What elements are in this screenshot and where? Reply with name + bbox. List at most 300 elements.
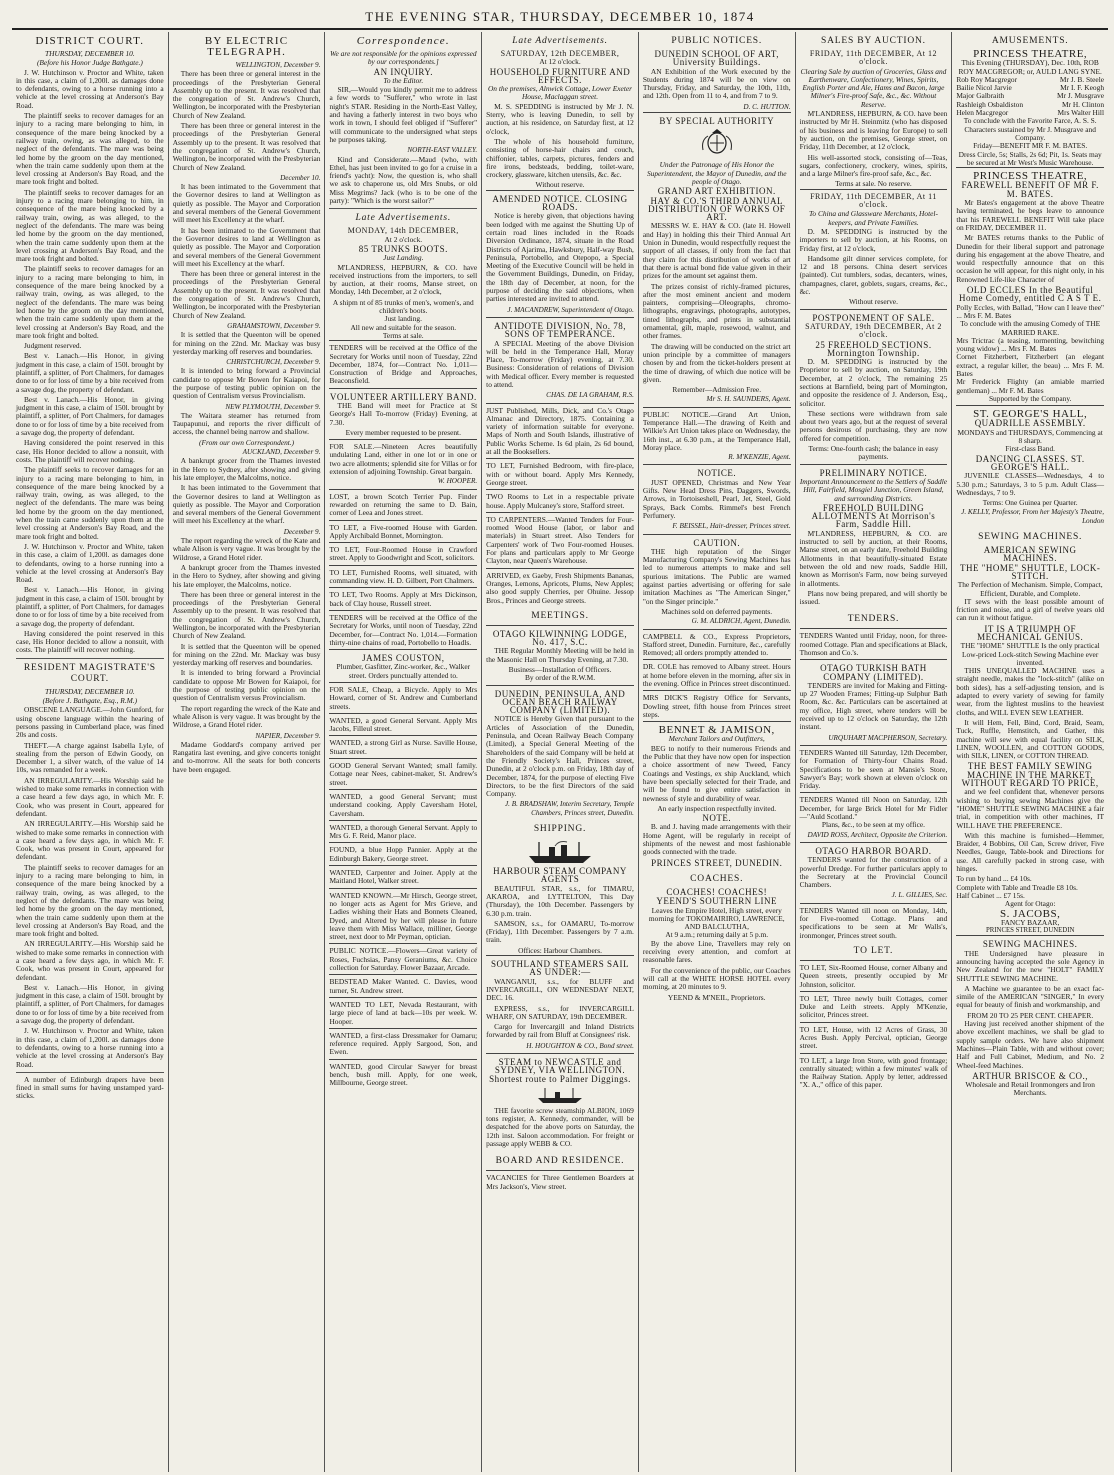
turkish-bath-title: OTAGO TURKISH BATH COMPANY (LIMITED). — [820, 663, 927, 682]
quadrille-title: QUADRILLE ASSEMBLY. — [974, 418, 1086, 429]
amusements-heading: AMUSEMENTS. — [991, 36, 1069, 46]
farewell-body-2: Mr BATES returns thanks to the Public of Dunedin for their liberal support and patronage during his engagement at the above Theatre, and would respectfully announce that on this occasion he will appear, for this night only, in his Renowned Life-like Character of — [956, 233, 1105, 284]
harbour-steam-title: HARBOUR STEAM COMPANY AGENTS — [493, 866, 627, 885]
sale-1-terms: Terms at sale. No reserve. — [835, 179, 912, 189]
to-let-six-room-text: TO LET, Six-Roomed House, corner Albany and Queen streets, presently occupied by Mr Johnston, solicitor. — [799, 962, 948, 989]
telegraph-item-2: It has been intimated to the Government that the Governor desires to land at Wellington as quietly as possible. The Mayor and Corporation and several members of the General Government will meet his Excellency at the wharf. — [172, 182, 321, 225]
wanted-4-text: WANTED, a good General Servant; must understand cooking. Apply Caversham Hotel, Caversham. — [329, 791, 478, 818]
wanted-ad-5 — [329, 820, 477, 843]
farewell-body: Mr Bates's engagement at the above Theatre having terminated, he begs leave to announce that his FAREWELL BENEFIT Will take place on FRIDAY, DECEMBER 11. — [956, 198, 1105, 232]
turkish-bath-body: TENDERS are invited for Making and Fitting-up 27 Wooden Frames; Fitting-up Sulphur Bath Room, &c. &c. Particulars can be ascertained at my office, High street, where tenders will be received up to 12 o'clock on Saturday, the 12th instant. — [799, 680, 948, 732]
sale-1-date: FRIDAY, 11th DECEMBER, At 12 o'clock. — [809, 49, 937, 67]
bedroom-to-let-text: TO LET, Furnished Bedroom, with fire-place, with or without board. Apply Mrs Kennedy, George street. — [486, 461, 634, 487]
to-let-4-text: TO LET, Two Rooms. Apply at Mrs Dickinson, back of Clay house, Russell street. — [329, 590, 478, 608]
lost-ad — [329, 489, 477, 520]
wanted-ad-1 — [329, 713, 477, 736]
wanted-ad-4 — [329, 789, 477, 820]
boots-sale-title: 85 TRUNKS BOOTS. — [358, 243, 448, 254]
to-let-store-text: TO LET, a large Iron Store, with good frontage; centrally situated; within a few minutes' walk of the Railway Station. Apply by letter, addressed "X. A.," office of this paper. — [799, 1055, 948, 1090]
agent-label: Agent for Otago: — [1004, 899, 1056, 909]
court-judge: (Before his Honor Judge Bathgate.) — [36, 58, 143, 68]
lodge-body-2: Business—Installation of Officers. — [508, 665, 612, 674]
campbell-text: CAMPBELL & CO., Express Proprietors, Stafford street, Dunedin. Furniture, &c., carefully Removed; all orders promptly attended to. — [642, 631, 791, 658]
letter-title: AN INQUIRY. — [373, 66, 433, 77]
carpenters-text: TO CARPENTERS.—Wanted Tenders for Four-roomed Wood House (labor, or labor and materials) in Stuart street. Also Tenders for Carpenters' work of Two Four-roomed Houses. For plans and particulars apply to Mr George Clayton, near Queen's Warehouse. — [486, 514, 634, 566]
ship-office: Offices: Harbour Chambers. — [518, 945, 602, 955]
column-1 — [12, 32, 169, 1472]
to-let-cottages-text: TO LET, Three newly built Cottages, corner Duke and Leith streets. Apply M'Kenzie, solicitor, Princes street. — [799, 993, 948, 1020]
theatre-title: PRINCESS THEATRE, — [973, 48, 1088, 60]
wanted-9-text: WANTED, a first-class Dressmaker for Oamaru; reference required. Apply Sargood, Son, and Ewen. — [329, 1030, 478, 1057]
telegraph-item-2-more: There has been three or general interest in the proceedings of the Presbyterian General Assembly up to the present. It was resolved that the congregation of St. Andrew's Church, Wellington, be incorporated with the Presbyterian Church of New Zealand. — [172, 269, 321, 320]
meetings-heading: MEETINGS. — [531, 610, 589, 621]
almanac-ad — [486, 403, 634, 459]
column-2 — [169, 32, 326, 1472]
telegraph-item-3: It is settled that the Queenton will be opened for mining on the 22nd. Mr. Mackay was busy yesterday marking off reserves and boundaries. — [172, 330, 321, 356]
telegraph-place-3: GRAHAMSTOWN, December 9. — [227, 321, 321, 330]
freehold-body-2: Plans now being prepared, and will shortly be issued. — [799, 588, 948, 607]
preliminary-ad — [800, 464, 948, 611]
vacancies-text: VACANCIES for Three Gentlemen Boarders at Mrs Jackson's, View street. — [486, 1173, 634, 1191]
column-6 — [796, 32, 953, 1472]
jacobs-title: S. JACOBS, — [1000, 907, 1061, 920]
sale-2-terms: Without reserve. — [848, 297, 898, 307]
tender-ad-2 — [329, 610, 477, 649]
rm-case-3-cont: AN IRREGULARITY.—His Worship said he wished to make some remarks in connection with a case heard a few days ago, in which Mr. F. Cook, who was present in Court, appeared for defendant. — [16, 819, 164, 862]
wanted-8-text: WANTED TO LET, Nevada Restaurant, with large piece of land at back—10s per week. W. Hooper. — [329, 999, 478, 1026]
furniture-sale-place: On the premises, Alnwick Cottage, Lower Exeter House, Maclaggan street. — [487, 84, 633, 102]
cole-ad — [643, 659, 791, 690]
boots-sale-date: MONDAY, 14th DECEMBER, — [347, 226, 459, 236]
sale-3-terms: Terms: One-fourth cash; the balance in easy payments. — [808, 444, 939, 462]
telegraph-item-7-extra: It is settled that the Queenton will be opened for mining on the 22nd. Mr. Mackay was busy yesterday marking off reserves and boundaries. — [172, 641, 321, 668]
newcastle-body: THE favorite screw steamship ALBION, 1069 tons register, A. Kennedy, commander, will be despatched for the above ports on Saturday, the 12th inst. Saloon accommodation. For freight or passage apply WEBB & CO. — [486, 1105, 634, 1149]
unequalled-body: THIS UNEQUALLED MACHINE uses a straight needle, makes the "lock-stitch" (alike on both sides), has a self-adjusting tension, and is adapted to every variety of sewing for family wear, from the lightest muslins to the heaviest cloths, and WILL EVEN SEW LEATHER. — [956, 666, 1105, 717]
telegraph-place-7: December 9. — [283, 527, 321, 536]
telegraph-place-6: AUCKLAND, December 9. — [242, 448, 321, 457]
tenders-heading: TENDERS. — [847, 614, 900, 625]
sale-3-body: D. M. SPEDDING is instructed by the Proprietor to sell by auction, on Saturday, 19th December, at 2 o'clock, The remaining 25 sections at Barnfield, being part of Mornington, and opposite the residence of J. Anderson, Esq., solicitor. — [799, 357, 948, 408]
public-notices-heading: PUBLIC NOTICES. — [671, 36, 763, 46]
bennet-sub: Merchant Tailors and Outfitters, — [668, 734, 765, 744]
railway-sig: J. B. BRADSHAW, Interim Secretary, Temple Chambers, Princes street, Dunedin. — [504, 800, 634, 817]
coaches-subheading: COACHES! COACHES! — [666, 886, 768, 897]
lodge-sig: By order of the R.W.M. — [524, 673, 596, 683]
court-case-2-extra: The plaintiff seeks to recover damages for an injury to a racing mare belonging to him, in consequence of the mare being knocked by a railway train, owing, as was alleged, to the neglect of the defendants. The mare was being led home by the groom on the day mentioned, when the train came suddenly upon them at the level crossing at Anderson's Bay Road, and the mare took fright and bolted. — [16, 465, 164, 541]
harbour-board-ad — [800, 842, 948, 903]
late-ads-heading-2: Late Advertisements. — [512, 36, 608, 46]
cast-role: Rob Roy Macgregor — [956, 74, 1018, 84]
wanted-known-ad — [329, 888, 477, 944]
column-3 — [325, 32, 482, 1472]
wanted-1-text: WANTED, a good General Servant. Apply Mrs Jacobs, Filleul street. — [329, 715, 478, 734]
flowers-text: PUBLIC NOTICE.—Flowers—Great variety of Roses, Fuchsias, Pansy Geraniums, &c. Choice collection for Saturday. Flower Bazaar, Arcade. — [329, 946, 478, 973]
jacobs-address: PRINCES STREET, DUNEDIN — [985, 927, 1075, 935]
cast-actor: Mr I. F. Keogh — [1060, 83, 1105, 93]
holt-price: FROM 20 TO 25 PER CENT. CHEAPER. — [967, 1010, 1094, 1020]
rm-case-2: THEFT.—A charge against Isabella Lyle, of stealing from the person of Edwin Goody, on December 1, a silver watch, of the value of 14 10s, was remanded for a week. — [16, 740, 164, 775]
land-for-sale-ad — [329, 439, 477, 488]
sale-3-title: 25 FREEHOLD SECTIONS. Mornington Township. — [815, 339, 932, 358]
bicycle-text: FOR SALE, Cheap, a Bicycle. Apply to Mrs Howard, corner of St. Andrew and Cumberland streets. — [329, 685, 478, 711]
holt-body-3: Having just received another shipment of the above excellent machines, we shall be glad to supply sample orders. We have also shipment Machines—Plain Table, with and without cover; Half and Full Cabinet, Medium, and No. 2 Wheel-feed Machines. — [956, 1019, 1105, 1070]
authority-sub: Under the Patronage of His Honor the Superintendent, the Mayor of Dunedin, and the people of Otago. — [646, 160, 787, 186]
cole-text: DR. COLE has removed to Albany street. Hours at home before eleven in the morning, after six in the evening. Office in Princes street discontinued. — [642, 662, 791, 688]
volunteer-body-2: Every member requested to be present. — [345, 427, 461, 437]
telegraph-place-4: CHRISTCHURCH, December 9. — [226, 358, 321, 367]
art-union-text: PUBLIC NOTICE.—Grand Art Union, Temperance Hall.—The drawing of Keith and Wilkie's Art Union takes place on Wednesday, the 16th inst., at 6.30 p.m., at the Temperance Hall, Moray place. — [642, 409, 791, 452]
jacobs-sub: FANCY BAZAAR, — [1001, 917, 1060, 927]
wanted-ad-8 — [329, 997, 477, 1028]
couston-ad — [329, 649, 477, 682]
briscoe-title: ARTHUR BRISCOE & CO., — [972, 1070, 1089, 1081]
telegraph-place-8: NAPIER, December 9. — [255, 731, 321, 740]
railway-title: DUNEDIN, PENINSULA, AND OCEAN BEACH RAILWAY COMPANY (LIMITED). — [494, 688, 626, 716]
school-body: AN Exhibition of the Work executed by the Students during 1874 will be on view on Thursday, Friday, and Saturday, the 10th, 11th, and 12th. Open from 11 to 4, and from 7 to 9. — [642, 66, 791, 101]
tender-ad-five-room — [800, 903, 948, 942]
boots-sale-sub: Just Landing. — [383, 253, 424, 263]
court-reserved: Judgment reserved. — [24, 341, 82, 351]
furniture-sale-date: SATURDAY, 12th DECEMBER, — [500, 49, 620, 58]
wanted-10-text: WANTED, good Circular Sawyer for breast bench, bush mill. Apply, for one week, Millbourne, George street. — [329, 1061, 478, 1088]
letter-2: Kind and Considerate.—Maud (who, with Ethel, has just been invited to go for a cruise in a friend's yacht): Now, the question is, who shall we ask to chaperone us, old Mrs Snubs, or old Miss Megrims? Jack (who is to be one of the party): "Which is the worst sailor?" — [329, 154, 478, 206]
sale-3-body-2: These sections were withdrawn from sale about two years ago, but at the request of several persons desirous of purchasing, they are now offered for competition. — [799, 408, 948, 443]
telegraph-item-7-extra3: The report regarding the wreck of the Kate and whale Alison is very vague. It was brought by the Wildrose, a Grand Hotel rider. — [172, 703, 321, 730]
theatre-note: Characters sustained by Mr J. Musgrave and Company. — [964, 124, 1096, 142]
lodge-body: THE Regular Monthly Meeting will be held in the Masonic Hall on Thursday Evening, at 7.30. — [486, 646, 634, 664]
harbour-board-body: TENDERS wanted for the construction of a powerful Dredge. For further particulars apply to the Secretary at the Provincial Council Chambers. — [799, 855, 948, 890]
land-for-sale-text: FOR SALE.—Nineteen Acres beautifully undulating Land, either in one lot or in one or two acre allotments; splendid site for Villas or for extension of adjoining Township. Great bargain. — [329, 442, 478, 477]
court-case-4: Having considered the point reserved in this case, His Honor decided to allow a nonsuit, with costs. The plaintiff will recover nothing. — [16, 438, 164, 464]
to-let-cottages-ad — [800, 991, 948, 1022]
sale-1-body: Clearing Sale by auction of Groceries, Glass and Earthenware, Confectionery, Wines, Spirits, English Porter and Ale, Hams and Bacon, large Milner's Fire-proof Safe, &c., &c. Without Reserve. — [800, 66, 947, 109]
telegraph-item-7-cont: A bankrupt grocer from the Thames invested in the Hero to Sydney, after showing and giving his late employer, the Malcolms, notice. — [172, 562, 321, 589]
holt-body-2: A Machine we guarantee to be an exact fac-simile of the AMERICAN "SINGER," In every equal for beauty of finish and workmanship, and — [956, 983, 1105, 1010]
wanted-ad-9 — [329, 1028, 477, 1059]
shipping-heading: SHIPPING. — [533, 824, 587, 835]
correspondence-notice: We are not responsible for the opinions expressed by our correspondents.] — [330, 49, 477, 67]
telegraph-item-4: It is intended to bring forward a Provincial candidate to oppose Mr Bowen for Kaiapoi, for the purpose of testing public opinion on the question of Centralism versus Provincialism. — [172, 366, 321, 401]
art-exhibition-ad — [643, 112, 791, 407]
column-7 — [952, 32, 1108, 1472]
court-case-2-cont: The plaintiff seeks to recover damages for an injury to a racing mare belonging to him, in consequence of the mare being knocked by a railway train, owing, as was alleged, to the neglect of the defendants. The mare was being led home by the groom on the day mentioned, when the train came suddenly upon them at the level crossing at Anderson's Bay Road, and the mare took fright and bolted. — [16, 264, 164, 340]
rm-case-3: AN IRREGULARITY.—His Worship said he wished to make some remarks in connection with a case heard a few days ago, in which Mr. F. Cook, who was present in Court, appeared for defendant. — [16, 775, 164, 818]
telegraph-item-5: The Waitara steamer has returned from Taupapunui, and reports the river difficult of access, the channel being narrow and shallow. — [172, 410, 321, 437]
preliminary-body: Important Announcement to the Settlers of Saddle Hill, Fairfield, Mosgiel Junction, Green Island, and surrounding Districts. — [799, 476, 948, 503]
court-case-3: Best v. Lanach.—His Honor, in giving judgment in this case, a claim of 150l. brought by plaintiff, a splitter, of Port Chalmers, for damages done to or for loss of time by a bite received from a savage dog, the property of defendant. — [16, 351, 164, 394]
antidote-ad — [486, 317, 634, 403]
st-georges-title: ST. GEORGE'S HALL, — [973, 408, 1088, 421]
best-family-title: THE BEST FAMILY SEWING MACHINE IN THE MARKET, WITHOUT REGARD TO PRICE, — [961, 761, 1099, 789]
cast-role: Bailie Nicol Jarvie — [956, 83, 1012, 93]
to-let-ad-2 — [329, 542, 477, 565]
wanted-known-text: WANTED KNOWN.—Mr Hirsch, George street, no longer acts as Agent for Mrs Grieve, and Ladies wishing their Hats and Bonnets Cleaned, Dyed, and Altered by her will please in future leave them with Miss Wallace, milliner, George street, next door to Mr Peyman, optician. — [329, 890, 478, 942]
railway-ad — [486, 685, 634, 820]
court-case-4-extra: Having considered the point reserved in this case, His Honor decided to allow a nonsuit, with costs. The plaintiff will recover nothing. — [16, 628, 164, 655]
yeend-body-4: For the convenience of the public, our Coaches will call at the WHITE HORSE HOTEL every morning, at 20 minutes to 9. — [642, 965, 791, 992]
masthead — [12, 8, 1108, 26]
furniture-sale-terms: Without reserve. — [535, 180, 585, 190]
railway-body: NOTICE is Hereby Given that pursuant to the Articles of Association of the Dunedin, Peninsula, and Ocean Railway Beach Company (Limited), a Special General Meeting of the Shareholders of the said Company will be held at the Friendly Society's Hall, Princes street, Dunedin, at 2 o'clock p.m. on Friday, 18th day of December, 1874, for the purpose of electing Five Directors, to be the first Directors of the said Company. — [486, 714, 634, 799]
yeend-body-3: By the above Line, Travellers may rely on receiving every attention, and comfort at reasonable fares. — [642, 938, 791, 965]
notice-body: JUST OPENED, Christmas and New Year Gifts. New Head Dress Pins, Daggers, Swords, Arrows, in Tortoiseshell, Pearl, Jet, Steel, Gold Sprays, Back Combs. Rimmel's best French Perfumery. — [642, 477, 791, 520]
cast-actor: Mr H. Clinton — [1061, 99, 1105, 109]
telegraph-item-2-cont: It has been intimated to the Government that the Governor desires to land at Wellington as quietly as possible. The Mayor and Corporation and several members of the General Government will meet his Excellency at the wharf. — [172, 225, 321, 268]
triumph-title: IT IS A TRIUMPH OF MECHANICAL GENIUS. — [977, 623, 1084, 642]
boots-sale-body-4: All new and suitable for the season. — [350, 322, 457, 332]
ship-2: SAMSON, s.s., for OAMARU, To-morrow (Friday), 11th December. Passengers by 7 a.m. train. — [486, 918, 634, 945]
farewell-title: FAREWELL BENEFIT OF MR F. M. BATES. — [961, 180, 1099, 199]
to-let-store-ad — [800, 1053, 948, 1092]
cast-actor: Mrs Walter Hill — [1057, 108, 1105, 118]
lodge-ad — [486, 625, 634, 685]
turkish-bath-sig: URQUHART MACPHERSON, Secretary. — [828, 733, 948, 742]
to-let-2-text: TO LET, Four-Roomed House in Crawford street. Apply to Goodwright and Scott, solicitors. — [329, 545, 478, 563]
cast-list — [956, 76, 1104, 117]
harbour-board-sig: J. L. GILLIES, Sec. — [891, 891, 948, 900]
theatre-benefit: Friday—BENEFIT MR F. M. BATES. — [973, 141, 1088, 151]
wanted-3-text: GOOD General Servant Wanted; small family. Cottage near Nees, cabinet-maker, St. Andrew's street. — [329, 761, 478, 787]
caution-sig: G. M. ALDRICH, Agent, Dunedin. — [691, 617, 791, 626]
sewing-2-title: SEWING MACHINES. — [982, 939, 1078, 950]
to-let-six-room-ad — [800, 960, 948, 991]
tender-ad-1 — [329, 340, 477, 387]
antidote-body: A SPECIAL Meeting of the above Division will be held in the Temperance Hall, Moray Place, To-morrow (Friday) evening, at 7.30. Business: Consideration of relations of Division with Medical officer. Every member is requested to attend. — [486, 338, 634, 389]
newcastle-ad — [486, 1053, 634, 1152]
tender-five-room-text: TENDERS Wanted till noon on Monday, 14th, for Five-roomed Cottage. Plans and specifications to be seen at Mr Walls's, ironmonger, Princes street south. — [799, 905, 948, 940]
to-let-ad-1 — [329, 520, 477, 543]
land-for-sale-sig: W. HOOPER. — [437, 477, 478, 486]
hay-body-2: The prizes consist of richly-framed pictures, after the most eminent ancient and modern painters, comprising—Oleographs, chromo-lithographs, engravings, photographs, autotypes, tinted lithographs, and prints in substantial ornamental, gilt, maple, rosewood, walnut, and other frames. — [642, 281, 791, 341]
letter-signature: NORTH-EAST VALLEY. — [407, 146, 478, 155]
sale-2-ad — [800, 189, 948, 309]
ship-cargo: Cargo for Invercargill and Inland Districts forwarded by rail from Bluff at Consignees' risk. — [486, 1022, 634, 1040]
tender-hotel-text: TENDERS Wanted till Noon on Saturday, 12th December, for large Brick Hotel for Mr Fidler—"Auld Scotland." — [799, 795, 948, 822]
rm-court-heading: RESIDENT MAGISTRATE'S COURT. — [23, 662, 156, 684]
hay-sig: Mr S. H. SAUNDERS, Agent. — [706, 395, 791, 404]
wanted-ad-10 — [329, 1059, 477, 1090]
turkish-bath-ad — [800, 659, 948, 745]
cast-actor: Mr J. Musgrave — [1057, 91, 1105, 101]
married-rake-cast-1: Mrs Trictrac (a teasing, tormenting, bewitching young widow) ... Mrs F. M. Bates — [956, 335, 1105, 354]
volunteer-ad — [329, 388, 477, 439]
wanted-6-text: WANTED, Carpenter and Joiner. Apply at the Maitland Hotel, Walker street. — [329, 868, 478, 886]
telegraph-item-8: Madame Goddard's company arrived per Rangatira last evening, and give concerts tonight and to-morrow. All the seats for both concerts have been engaged. — [172, 739, 321, 774]
sale-3-date: SATURDAY, 19th DECEMBER, At 2 o'clock. — [805, 321, 942, 340]
to-let-heading: TO LET. — [853, 945, 894, 956]
closing-roads-sig: J. MACANDREW, Superintendent of Otago. — [507, 305, 634, 314]
sale-1-body-3: His well-assorted stock, consisting of—Teas, sugars, confectionery, crockery, wines, spirits, and a large Milner's fire-proof safe, &c., &c. — [799, 152, 948, 179]
theatre-sub: This Evening (THURSDAY), Dec. 10th, ROB ROY MACGREGOR; or, AULD LANG SYNE. — [958, 58, 1102, 76]
ship-4: EXPRESS, s.s., for INVERCARGILL WHARF, ON SATURDAY, 19th DECEMBER. — [486, 1003, 634, 1021]
telegraph-item-1: There has been three or general interest in the proceedings of the Presbyterian General Assembly up to the present. It was resolved that the congregation of St. Andrew's Church, Wellington, be incorporated with the Presbyterian Church of New Zealand. — [172, 69, 321, 120]
notice-sig: F. BEISSEL, Hair-dresser, Princes street. — [672, 522, 791, 531]
masthead-rule — [12, 28, 1108, 30]
cast-role: Major Galbraith — [956, 91, 1005, 101]
arrived-ad — [486, 568, 634, 607]
harbour-board-title: OTAGO HARBOR BOARD. — [815, 845, 932, 856]
tender-ad-hotel — [800, 792, 948, 841]
briscoe-sub: Wholesale and Retail Ironmongers and Iron Merchants. — [965, 1080, 1095, 1098]
column-4 — [482, 32, 639, 1472]
yeend-title: YEEND'S SOUTHERN LINE — [656, 896, 778, 907]
home-shuttle-body: The Perfection of Mechanism. Simple, Compact, Efficient, Durable, and Complete. — [957, 580, 1103, 598]
caution-body: THE high reputation of the Singer Manufacturing Company's Sewing Machines has led to numerous attempts to make and sell spurious imitations. The Public are warned against parties advertising or offering for sale imitation Machines as "The American Singer," "on the Singer principle." — [642, 546, 791, 606]
price-1: To run by hand ... £4 10s. — [956, 874, 1032, 884]
telegraph-place-1: WELLINGTON, December 9. — [235, 61, 321, 69]
art-union-sig: R. M'KENZIE, Agent. — [728, 453, 791, 462]
to-let-acres-ad — [800, 1022, 948, 1053]
rm-court-judge: (Before J. Bathgate, Esq., R.M.) — [42, 696, 138, 706]
to-let-3-text: TO LET, Furnished Rooms, well situated, with commanding view. H. D. Gilbert, Port Chalmers. — [329, 567, 478, 586]
ship-sig: H. HOUGHTON & CO., Bond street. — [526, 1041, 634, 1050]
rm-court-date: THURSDAY, DECEMBER 10. — [45, 686, 135, 696]
bedroom-to-let-ad — [486, 458, 634, 489]
caution-body-2: Machines sold on deferred payments. — [661, 606, 773, 616]
holt-ad — [956, 935, 1104, 1099]
rooms-to-let-ad — [486, 489, 634, 512]
rm-note: A number of Edinburgh drapers have been fined in small sums for having unstamped yard-sticks. — [16, 1074, 164, 1101]
old-eccles-title: OLD ECCLES In the Beautiful Home Comedy, entitled C A S T E. — [959, 285, 1102, 304]
volunteer-body: THE Band will meet for Practice at St George's Hall To-morrow (Friday) Evening, at 7.30. — [329, 400, 478, 427]
yeend-body-2: At 9 a.m.; returning daily at 5 p.m. — [665, 930, 769, 940]
lost-text: LOST, a brown Scotch Terrier Pup. Finder rewarded on returning the same to D. Bain, corner of Leea and Jones street. — [329, 491, 478, 518]
rooms-to-let-text: TWO Rooms to Let in a respectable private house. Apply Mulcaney's store, Stafford street. — [486, 492, 634, 510]
boots-sale-time: At 2 o'clock. — [384, 234, 423, 244]
married-rake-cast-2: Cornet Fitzherbert, Fitzherbert (an elegant extract, a regular killer, the beau) ... Mrs F. M. Bates — [956, 352, 1105, 378]
letter-to: To the Editor. — [383, 75, 424, 85]
sale-2-date: FRIDAY, 11th DECEMBER, At 11 o'clock. — [810, 191, 937, 210]
arrived-text: ARRIVED, ex Gaeby, Fresh Shipments Bananas, Oranges, Lemons, Apricots, Plums, New Apples; also good supply Cherries, per Ohuine. Jessop Bros., Princes and George streets. — [486, 570, 634, 605]
boots-sale-body: M'LANDRESS, HEPBURN, & CO. have received instructions from the importers, to sell by auction, at their rooms, Manse street, on Monday, 14th December, at 2 o'clock, — [329, 262, 478, 297]
court-case-3-extra: Best v. Lanach.—His Honor, in giving judgment in this case, a claim of 150l. brought by plaintiff, a splitter, of Port Chalmers, for damages done to or for loss of time by a bite received from a savage dog, the property of defendant. — [16, 585, 164, 628]
section-divider — [16, 1072, 164, 1073]
own-correspondent: (From our own Correspondent.) — [199, 437, 295, 447]
rm-case-3-extra: AN IRREGULARITY.—His Worship said he wished to make some remarks in connection with a case heard a few days ago, in which Mr. F. Cook, who was present in Court, appeared for defendant. — [16, 939, 164, 982]
triumph-body: THE "HOME" SHUTTLE Is the only practical Low-priced Lock-stitch Sewing Machine ever invented. — [960, 641, 1100, 667]
hay-body: MESSRS W. E. HAY & CO. (late H. Howell and Hay) in holding this their Third Annual Art Union in Dunedin, would respectfully request the support of all classes, if only from the fact that they claim for this distribution of works of art that there is actual bond fide value given in their prizes for the amount set against them. — [642, 221, 791, 281]
price-3: Half Cabinet ... £7 15s. — [956, 890, 1025, 900]
holt-body: THE Undersigned have pleasure in announcing having accepted the sole Agency in New Zealand for the new "HOLT" FAMILY SHUTTLE SEWING MACHINE. — [956, 948, 1105, 983]
tender-1-text: TENDERS will be received at the Office of the Secretary for Works until noon of Tuesday, 22nd December, 1874, for—Contract No. 1,011—Construction of Bridge and Approaches, Beaconsfield. — [329, 343, 478, 386]
furniture-sale-title: HOUSEHOLD FURNITURE AND EFFECTS. — [489, 66, 631, 85]
closing-roads-title: AMENDED NOTICE. CLOSING ROADS. — [492, 193, 628, 213]
wanted-ad-3 — [329, 758, 477, 789]
bennet-body: BEG to notify to their numerous Friends and the Public that they have now open for inspection a choice assortment of new Tweed, Fancy Coatings and Vestings, ex ship Auckland, which have been specially selected for their Trade, and will be found to give entire satisfaction in newness of style and durability of wear. — [642, 743, 791, 803]
preliminary-title: PRELIMINARY NOTICE. — [819, 467, 928, 478]
telegraph-item-7-extra2: It is intended to bring forward a Provincial candidate to oppose Mr Bowen for Kaiapoi, for the purpose of testing public opinion on the question of Centralism versus Provincialism. — [172, 668, 321, 703]
furnished-body: With this machine is furnished—Hemmer, Braider, 4 Bobbins, Oil Can, Screw driver, Five Needles, Gauge, Table-book and Directions for use. All carefully packed in strong case, with hinges. — [956, 830, 1105, 874]
antidote-title: ANTIDOTE DIVISION, No. 78, SONS OF TEMPERANCE. — [494, 320, 626, 340]
dick-text: MRS DICK'S Registry Office for Servants, Dowling street, fifth house from Princes street steps. — [642, 693, 791, 719]
district-court-heading: DISTRICT COURT. — [35, 35, 145, 47]
tender-hotel-plans: Plans, &c., to be seen at my office. — [821, 820, 925, 830]
st-georges-ad — [956, 405, 1104, 528]
married-rake-title: To conclude with the amusing Comedy of THE MARRIED RAKE. — [960, 319, 1101, 337]
cast-role: Rashleigh Osbaldiston — [956, 99, 1024, 109]
board-heading: BOARD AND RESIDENCE. — [495, 1156, 625, 1167]
dancing-body: JUVENILE CLASSES—Wednesdays, 4 to 5.30 p.m.; Saturdays, 3 to 5 p.m. Adult Class—Wednesdays, 7 to 9. — [956, 471, 1105, 497]
postponement-ad — [800, 309, 948, 464]
court-case-1-extra: J. W. Hutchinson v. Proctor and White, taken in this case, a claim of 1,200l. as damages done to defendants, owing to a horse running into a vehicle at the level crossing at Anderson's Bay Road. — [16, 541, 164, 585]
to-let-1-text: TO LET, a Five-roomed House with Garden. Apply Archibald Bonnet, Mornington. — [329, 522, 478, 540]
furniture-sale-time: At 12 o'clock. — [539, 57, 581, 67]
authority-title: BY SPECIAL AUTHORITY — [659, 116, 775, 127]
vacancies-ad — [486, 1170, 634, 1193]
hay-entry: Remember—Admission Free. — [672, 385, 762, 395]
bennet-body-2: An early inspection respectfully invited. — [657, 803, 777, 813]
boots-sale-body-3: Just landing. — [384, 314, 422, 324]
old-eccles-body: Polly Eccles, with Ballad, "How can I leave thee" ... Mrs F. M. Bates — [956, 302, 1105, 320]
school-title: DUNEDIN SCHOOL OF ART, University Buildings. — [654, 49, 779, 68]
school-sig: D. C. HUTTON. — [743, 102, 791, 111]
found-ad — [329, 842, 477, 865]
unequalled-body-2: It will Hem, Fell, Bind, Cord, Braid, Seam, Tuck, Ruffle, Hemstitch, and Gather, this machine will sew with equal facility on SILK, LINEN, WOOLLEN, and COTTON GOODS, with SILK, LINEN, or COTTON THREAD. — [956, 717, 1105, 761]
section-divider — [329, 208, 477, 209]
theatre-farce: To conclude with the Favorite Farce, A. S. S. — [963, 116, 1097, 126]
notice-ad — [643, 464, 791, 533]
sale-2-body-2: D. M. SPEDDING is instructed by the importers to sell by auction, at his Rooms, on Friday first, at 12 o'clock, — [799, 226, 948, 253]
note-title: NOTE. — [702, 813, 732, 824]
almanac-text: JUST Published, Mills, Dick, and Co.'s Otago Almanac and Directory, 1875. Containing a variety of information suitable for everyone. Maps of North and South Islands, illustrative of Public Works Scheme. Is 6d plain, 2s 6d bound, at all the Booksellers. — [486, 405, 634, 457]
farewell-ad — [956, 167, 1104, 405]
hay-title: HAY & CO.'S THIRD ANNUAL DISTRIBUTION OF WORKS OF ART. — [648, 195, 786, 223]
telegraph-item-6-cont: It has been intimated to the Government that the Governor desires to land at Wellington as quietly as possible. The Mayor and Corporation and several members of the General Government will meet his Excellency at the wharf. — [172, 483, 321, 526]
boots-sale-body-2: A shipm nt of 85 trunks of men's, women's, and children's boots. — [332, 297, 474, 316]
hay-body-3: The drawing will be conducted on the strict art union principle by a committee of managers chosen by and from the ticket-holders present at the time of drawing, of which due notice will be given. — [642, 341, 791, 384]
cast-actor: Mr J. B. Steele — [1059, 74, 1105, 84]
small-steamship-icon — [535, 1087, 585, 1105]
freehold-title: FREEHOLD BUILDING ALLOTMENTS At Morrison's Farm, Saddle Hill. — [811, 502, 936, 530]
masthead-title: THE EVENING STAR, THURSDAY, DECEMBER 10, 1874 — [365, 9, 755, 24]
found-text: FOUND, a blue Hopp Pannier. Apply at the Edinburgh Bakery, George street. — [329, 845, 478, 863]
southland-title: SOUTHLAND STEAMERS SAIL AS UNDER:— — [491, 959, 630, 978]
to-let-ad-3 — [329, 565, 477, 588]
married-rake-cast-3: Mr Frederick Flighty (an amiable married gentleman) ... Mr F. M. Bates — [956, 377, 1105, 395]
steamship-icon — [525, 839, 595, 865]
lodge-title: OTAGO KILWINNING LODGE, No. 417, S.C. — [492, 628, 628, 648]
married-rake-note: Supported by the Company. — [988, 393, 1072, 403]
antidote-sig: CHAS. DE LA GRAHAM, R.S. — [546, 391, 634, 400]
late-ads-heading: Late Advertisements. — [355, 213, 452, 224]
note-address: PRINCES STREET, DUNEDIN. — [651, 857, 783, 868]
dancing-terms: Terms: One Guinea per Quarter. — [982, 498, 1078, 508]
furniture-sale-body-2: The whole of his household furniture, consisting of horse-hair chairs and couch, chiffonier, tables, carpets, pictures, fenders and fire irons, bedsteads, bedding, toilet-ware, crockery, glassware, kitchen utensils, &c. &c. — [486, 136, 634, 180]
home-shuttle-body-2: IT sews with the least possible amount of friction and noise, and a girl of twelve years old can run it without fatigue. — [956, 596, 1105, 623]
column-5 — [639, 32, 796, 1472]
volunteer-title: VOLUNTEER ARTILLERY BAND. — [329, 391, 477, 402]
court-case-2: The plaintiff seeks to recover damages for an injury to a racing mare belonging to him, in consequence of the mare being knocked by a railway train, owing, as was alleged, to the neglect of the defendants. The mare was being led home by the groom on the day mentioned, when the train came suddenly upon them at the level crossing at Anderson's Bay Road, and the mare took fright and bolted. — [16, 111, 164, 187]
telegraph-place-5: NEW PLYMOUTH, December 9. — [225, 402, 321, 411]
price-2: Complete with Table and Treadle £8 10s. — [956, 882, 1078, 892]
sale-1-body-2: M'LANDRESS, HEPBURN, & CO. have been instructed by Mr H. Steinmitz (who has disposed of his business and is leaving for Europe) to sell by auction, on the premises, George street, on Friday, 11th December, at 12 o'clock, — [799, 109, 948, 152]
wanted-2-text: WANTED, a strong Girl as Nurse. Saville House, Stuart street. — [329, 738, 478, 756]
court-case-2-more: The plaintiff seeks to recover damages for an injury to a racing mare belonging to him, in consequence of the mare being knocked by a railway train, owing, as was alleged, to the neglect of the defendants. The mare was being led home by the groom on the day mentioned, when the train came suddenly upon them at the level crossing at Anderson's Bay Road, and the mare took fright and bolted. — [16, 187, 164, 264]
tender-cottage-text: TENDERS Wanted until Friday, noon, for three-roomed Cottage. Plan and specifications at Black, Thomson and Co.'s. — [799, 631, 948, 657]
theatre-prices: Dress Circle, 5s; Stalls, 2s 6d; Pit, 1s. Seats may be secured at Mr West's Music Warehouse. — [958, 149, 1102, 167]
bicycle-ad — [329, 682, 477, 713]
couston-body: Plumber, Gasfitter, Zinc-worker, &c., Walker street. Orders punctually attended to. — [336, 662, 471, 680]
letter-body: SIR,—Would you kindly permit me to address a few words to "Sufferer," who wrote in last night's STAR. Residing in the North-East Valley, and having a fatherly interest in two boys who work in town, I should feel obliged if "Sufferer" will communicate to the undersigned what steps he purposes taking. — [329, 85, 478, 144]
rm-case-1: OBSCENE LANGUAGE.—John Gunford, for using obscene language within the hearing of persons passing in Cumberland place, was fined 20s and costs. — [16, 705, 164, 740]
art-union-ad — [643, 407, 791, 465]
cast-role: Helen Macgregor — [956, 108, 1009, 118]
best-family-body: and we feel confident that, whenever persons wishing to buying sewing Machines give the "HOME" SHUTTLE SEWING MACHINE a fair trial, in competition with other machines, IT WILL HAVE THE PREFERENCE. — [956, 787, 1105, 830]
theatre-2-title: PRINCESS THEATRE, — [973, 170, 1088, 183]
to-let-ad-4 — [329, 587, 477, 610]
closing-roads-ad — [486, 190, 634, 317]
tender-hotel-sig: DAVID ROSS, Architect, Opposite the Criterion. — [807, 830, 948, 839]
